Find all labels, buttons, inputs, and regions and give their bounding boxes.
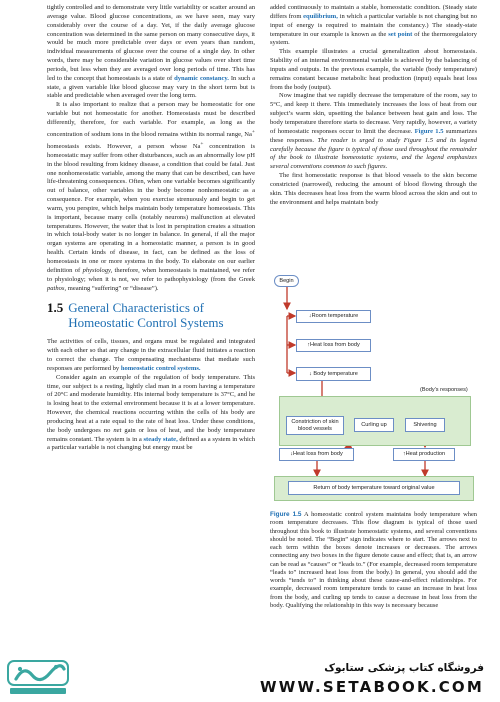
- figure-caption: Figure 1.5 A homeostatic control system maintains body temperature when room temperature decreases. This flow diagram is typical of those used throughout this book to illustrate homeostatic systems, and several conventions should be noted. The “Begin” sign indicates where to start. The arrows next to each term within the boxes denote increases or decreases. The arrows connecting any two boxes in the figure denote cause and effect; that is, an arrow can be read as “causes” or “leads to.” (For example, decreased room temperature “leads to” increased heat loss from the body.) In general, you should add the words “tends to” in thinking about these cause-and-effect relationships. For example, decreased room temperature tends to cause an increase in heat loss from the body, and curling up tends to cause a decrease in heat loss from the body. Qualifying the relationship in this way is necessary because: [270, 511, 477, 609]
- return-box: Return of body temperature toward original value: [288, 481, 460, 495]
- paragraph: added continuously to maintain a stable, homeostatic condition. (Steady state differs from equilibrium, in which a particular variable is not changing but no input of energy is required to maintain the constancy.) The steady-state temperature in our example is known as the set point of the thermoregulatory system.: [270, 4, 478, 47]
- section-heading: 1.5 General Characteristics of Homeostatic Control Systems: [47, 300, 224, 331]
- heat-loss-box: ↑Heat loss from body: [296, 339, 371, 352]
- paragraph: Consider again an example of the regulation of body temperature. This time, our subject is a resting, lightly clad man in a room having a temperature of 20°C and moderate humidity. His internal body temperature is 37°C, and he is losing heat to the external environment because it is at a lower temperature. However, the chemical reactions occurring within the cells of his body are producing heat at a rate equal to the rate of heat loss. Under these conditions, the body undergoes no net gain or loss of heat, and the body temperature remains constant. The system is in a steady state, defined as a system in which a particular variable is not changing but energy must be: [47, 373, 255, 452]
- room-temperature-box: ↓Room temperature: [296, 310, 371, 323]
- key-term: homeostatic control systems.: [120, 364, 201, 372]
- publisher-footer: [0, 654, 500, 700]
- heat-production-box: ↑Heat production: [393, 448, 455, 461]
- key-term: steady state,: [143, 435, 178, 443]
- flow-diagram: [270, 273, 477, 506]
- shivering-box: Shivering: [405, 418, 445, 432]
- right-column: [270, 4, 477, 207]
- left-column: [47, 4, 255, 453]
- paragraph: It is also important to realize that a person may be homeostatic for one variable but not homeostatic for another. Homeostasis must be described differently, therefore, for each variable. For example, as long as the concentration of sodium ions in the blood remains within its normal range, Na+ homeostasis exists. However, a person whose Na+ concentration is homeostatic may suffer from other disturbances, such as an abnormally low pH in the blood resulting from kidney disease, a condition that could be fatal. Just one nonhomeostatic variable, among the many that can be described, can have life-threatening consequences. Often, when one variable becomes significantly out of balance, other variables in the body become nonhomeostatic as a consequence. For example, when you exercise strenuously and begin to get warm, you perspire, which helps maintain body temperature homeostasis. This is important, because many cells (notably neurons) malfunction at elevated temperatures. However, the water that is lost in perspiration creates a situation in which total-body water is no longer in balance. In general, if all the major organ systems are operating in a homeostatic manner, a person is in good health. Certain kinds of disease, in fact, can be defined as the loss of homeostasis in one or more systems in the body. To elaborate on our earlier definition of physiology, therefore, when homeostasis is maintained, we refer to physiology; when it is not, we refer to pathophysiology (from the Greek pathos, meaning “suffering” or “disease”).: [47, 101, 255, 292]
- setabook-logo: [6, 657, 70, 697]
- key-term: dynamic constancy.: [174, 74, 229, 82]
- website-url: WWW.SETABOOK.COM: [260, 678, 484, 696]
- body-responses-label: (Body’s responses): [420, 387, 468, 393]
- shop-name: فروشگاه کتاب پزشکی ستابوک: [324, 662, 484, 674]
- begin-sign: Begin: [274, 275, 299, 287]
- constriction-box: Constriction of skin blood vessels: [286, 416, 344, 435]
- paragraph: Now imagine that we rapidly decrease the temperature of the room, say to 5°C, and keep it there. This immediately increases the loss of heat from our subject’s warm skin, upsetting the balance between heat gain and loss. The body temperature therefore starts to decrease. Very rapidly, however, a variety of homeostatic responses occur to limit the decrease. Figure 1.5 summarizes these responses. The reader is urged to study Figure 1.5 and its legend carefully because the figure is typical of those used throughout the remainder of the book to illustrate homeostatic systems, and the legend emphasizes several conventions common to such figures.: [270, 92, 477, 171]
- curling-up-box: Curling up: [354, 418, 394, 432]
- paragraph: The first homeostatic response is that blood vessels to the skin become constricted (narrowed), reducing the amount of blood flowing through the skin. This decreases heat loss from the warm blood across the skin and out to the environment and helps maintain body: [270, 172, 477, 206]
- figure-label: Figure 1.5: [270, 511, 302, 518]
- paragraph: tightly controlled and to demonstrate very little variability or scatter around an average value. Blood glucose concentrations, as we have seen, may vary considerably over the course of a day. Yet, if the daily average glucose concentration was determined in the same person on many consecutive days, it would be much more predictable over days or even years than random, individual measurements of glucose over the course of a single day. In other words, there may be considerable variation in glucose values over short time periods, but less when they are averaged over long periods of time. This has led to the concept that homeostasis is a state of dynamic constancy. In such a state, a given variable like blood glucose may vary in the short term but is stable and predictable when averaged over the long term.: [47, 4, 256, 100]
- body-temperature-box: ↓ Body temperature: [296, 367, 371, 381]
- paragraph: This example illustrates a crucial generalization about homeostasis. Stability of an internal environmental variable is achieved by the balancing of inputs and outputs. In the previous example, the variable (body temperature) remains constant because metabolic heat production (input) equals heat loss from the body (output).: [270, 48, 477, 91]
- heat-loss-decrease-box: ↓Heat loss from body: [279, 448, 354, 461]
- paragraph: The activities of cells, tissues, and organs must be regulated and integrated with each other so that any change in the extracellular fluid initiates a reaction to correct the change. The compensating mechanisms that mediate such responses are performed by homeostatic control systems.: [47, 338, 255, 372]
